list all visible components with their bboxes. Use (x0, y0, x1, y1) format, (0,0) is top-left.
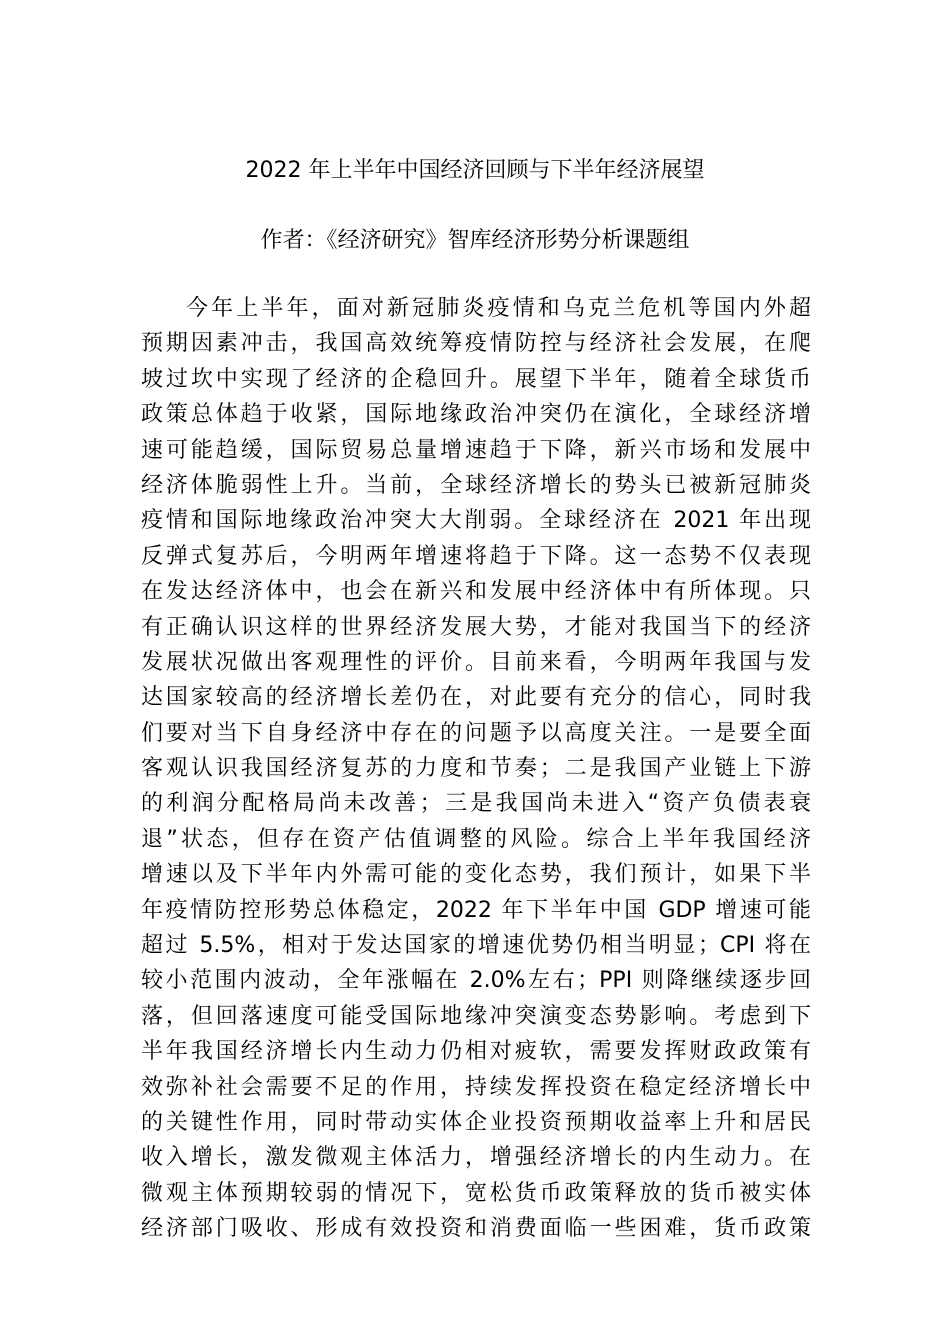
paragraph-line: 坡过坎中实现了经济的企稳回升。展望下半年，随着全球货币 (141, 366, 811, 392)
paragraph-line: 效弥补社会需要不足的作用，持续发挥投资在稳定经济增长中 (141, 1074, 811, 1100)
paragraph-line: 今年上半年，面对新冠肺炎疫情和乌克兰危机等国内外超 (186, 296, 811, 321)
paragraph-line: 达国家较高的经济增长差仍在，对此要有充分的信心，同时我 (141, 685, 811, 711)
paragraph-line: 的利润分配格局尚未改善；三是我国尚未进入“资产负债表衰 (141, 791, 811, 817)
paragraph-line: 经济部门吸收、形成有效投资和消费面临一些困难，货币政策 (141, 1216, 811, 1242)
paragraph-line: 反弹式复苏后，今明两年增速将趋于下降。这一态势不仅表现 (141, 543, 811, 569)
paragraph-line: 微观主体预期较弱的情况下，宽松货币政策释放的货币被实体 (141, 1180, 811, 1206)
paragraph-line: 的关键性作用，同时带动实体企业投资预期收益率上升和居民 (141, 1109, 811, 1135)
paragraph-line: 半年我国经济增长内生动力仍相对疲软，需要发挥财政政策有 (141, 1039, 811, 1065)
paragraph-line: 政策总体趋于收紧，国际地缘政治冲突仍在演化，全球经济增 (141, 402, 811, 428)
paragraph-line: 疫情和国际地缘政治冲突大大削弱。全球经济在 2021 年出现 (141, 508, 811, 534)
paragraph-line: 客观认识我国经济复苏的力度和节奏；二是我国产业链上下游 (141, 756, 811, 782)
document-title: 2022 年上半年中国经济回顾与下半年经济展望 (245, 158, 705, 183)
paragraph-line: 速可能趋缓，国际贸易总量增速趋于下降，新兴市场和发展中 (141, 437, 811, 463)
document-author: 作者：《经济研究》智库经济形势分析课题组 (260, 228, 690, 253)
paragraph-line: 在发达经济体中，也会在新兴和发展中经济体中有所体现。只 (141, 579, 811, 605)
paragraph-line: 年疫情防控形势总体稳定，2022 年下半年中国 GDP 增速可能 (141, 897, 811, 923)
paragraph-line: 落，但回落速度可能受国际地缘冲突演变态势影响。考虑到下 (141, 1003, 811, 1029)
paragraph-line: 有正确认识这样的世界经济发展大势，才能对我国当下的经济 (141, 614, 811, 640)
paragraph-line: 们要对当下自身经济中存在的问题予以高度关注。一是要全面 (141, 720, 811, 746)
paragraph-line: 发展状况做出客观理性的评价。目前来看，今明两年我国与发 (141, 649, 811, 675)
paragraph-line: 较小范围内波动，全年涨幅在 2.0%左右；PPI 则降继续逐步回 (141, 968, 811, 994)
body-paragraph (141, 291, 811, 1247)
paragraph-line: 经济体脆弱性上升。当前，全球经济增长的势头已被新冠肺炎 (141, 472, 811, 498)
paragraph-line: 超过 5.5%，相对于发达国家的增速优势仍相当明显；CPI 将在 (141, 933, 811, 959)
paragraph-line: 增速以及下半年内外需可能的变化态势，我们预计，如果下半 (141, 862, 811, 888)
paragraph-line: 退”状态，但存在资产估值调整的风险。综合上半年我国经济 (141, 826, 811, 852)
paragraph-line: 预期因素冲击，我国高效统筹疫情防控与经济社会发展，在爬 (141, 331, 811, 357)
paragraph-line: 收入增长，激发微观主体活力，增强经济增长的内生动力。在 (141, 1145, 811, 1171)
